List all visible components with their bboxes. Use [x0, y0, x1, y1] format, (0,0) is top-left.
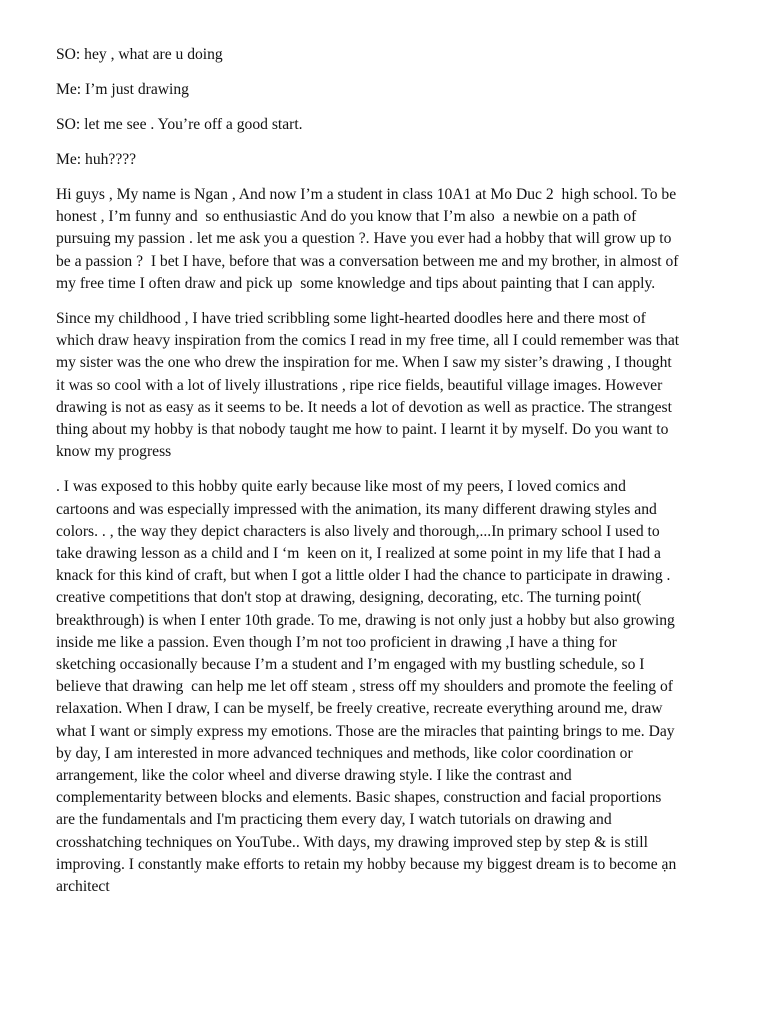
paragraph-progress: . I was exposed to this hobby quite early because like most of my peers, I loved comics and cartoons and was especially impressed with the animation, its many different drawing styles and colors. . , the way they depict characters is also lively and thorough,...In primary school I used to take drawing lesson as a child and I ‘m keen on it, I realized at some point in my life that I had a knack for this kind of craft, but when I got a little older I had the chance to participate in drawing . creative competitions that don't stop at drawing, designing, decorating, etc. The turning point( breakthrough) is when I enter 10th grade. To me, drawing is not only just a hobby but also growing inside me like a passion. Even though I’m not too proficient in drawing ,I have a thing for sketching occasionally because I’m a student and I’m engaged with my bustling schedule, so I believe that drawing can help me let off steam , stress off my shoulders and promote the feeling of relaxation. When I draw, I can be myself, be freely creative, recreate everything around me, draw what I want or simply express my emotions. Those are the miracles that painting brings to me. Day by day, I am interested in more advanced techniques and methods, like color coordination or arrangement, like the color wheel and diverse drawing style. I like the contrast and complementarity between blocks and elements. Basic shapes, construction and facial proportions are the fundamentals and I'm practicing them every day, I watch tutorials on drawing and crosshatching techniques on YouTube.. With days, my drawing improved step by step & is still improving. I constantly make efforts to retain my hobby because my biggest dream is to become ạn architect	[56, 478, 681, 896]
paragraph-introduction: Hi guys , My name is Ngan , And now I’m a student in class 10A1 at Mo Duc 2 high school. To be honest , I’m funny and so enthusiastic And do you know that I’m also a newbie on a path of pursuing my passion . let me ask you a question ?. Have you ever had a hobby that will grow up to be a passion ? I bet I have, before that was a conversation between me and my brother, in almost of my free time I often draw and pick up some knowledge and tips about painting that I can apply.	[56, 186, 683, 292]
paragraph-childhood: Since my childhood , I have tried scribbling some light-hearted doodles here and there most of which draw heavy inspiration from the comics I read in my free time, all I could remember was that my sister was the one who drew the inspiration for me. When I saw my sister’s drawing , I thought it was so cool with a lot of lively illustrations , ripe rice fields, beautiful village images. However drawing is not as easy as it seems to be. It needs a lot of devotion as well as practice. The strangest thing about my hobby is that nobody taught me how to paint. I learnt it by myself. Do you want to know my progress	[56, 310, 684, 461]
document-body	[56, 44, 684, 911]
dialogue-line-1: SO: hey , what are u doing	[56, 46, 223, 63]
dialogue-line-4: Me: huh????	[56, 151, 137, 168]
dialogue-line-2: Me: I’m just drawing	[56, 81, 189, 98]
dialogue-line-3: SO: let me see . You’re off a good start.	[56, 116, 303, 133]
